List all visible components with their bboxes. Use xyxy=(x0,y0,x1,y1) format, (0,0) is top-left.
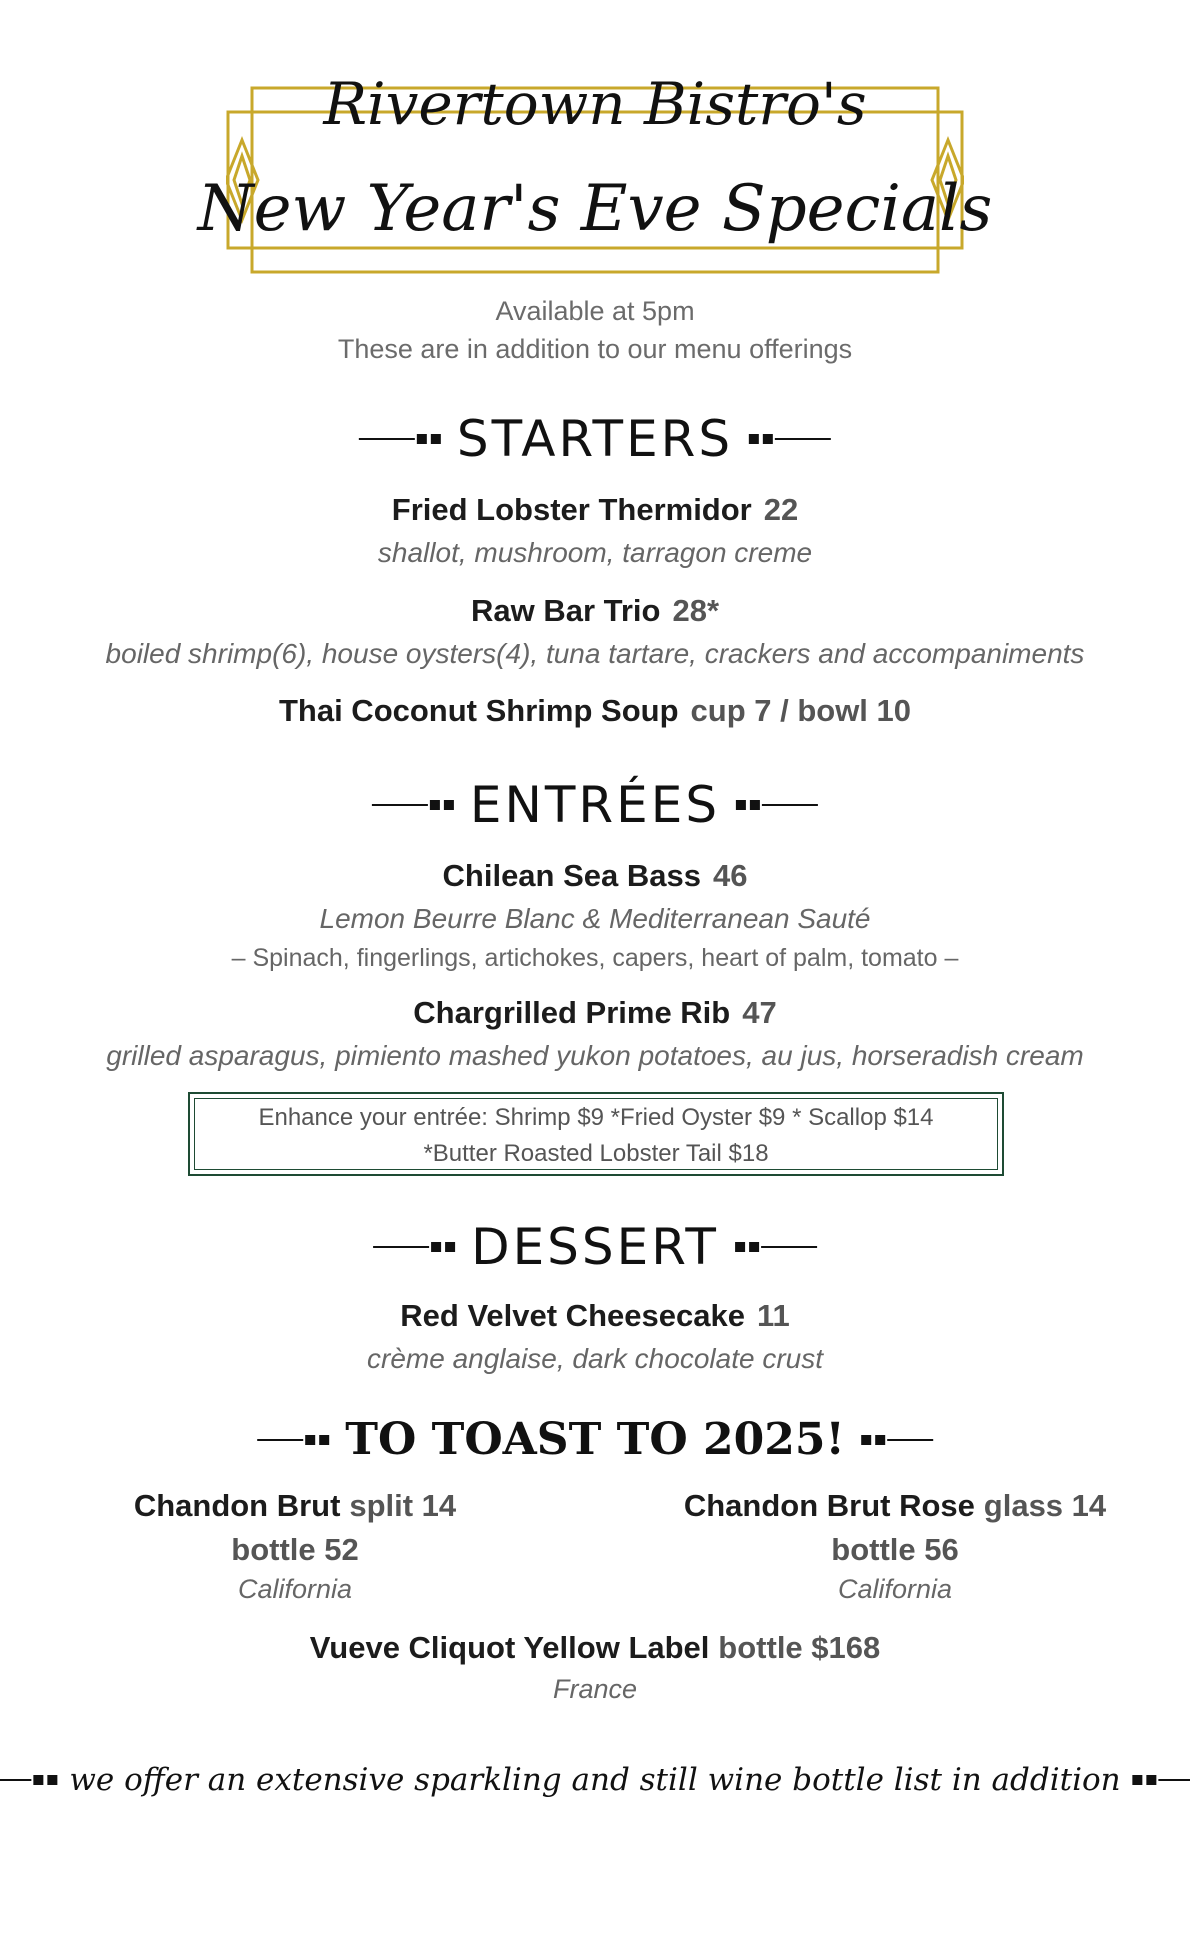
item-price: 22 xyxy=(763,492,799,527)
item-price: cup 7 / bowl 10 xyxy=(690,693,912,728)
item-price: 11 xyxy=(756,1298,790,1333)
item-description: Lemon Beurre Blanc & Mediterranean Sauté xyxy=(319,903,871,934)
wine-bottle-price: bottle 52 xyxy=(231,1532,359,1567)
menu-item xyxy=(0,995,1190,1031)
footer-note xyxy=(0,1762,1190,1812)
item-description: boiled shrimp(6), house oysters(4), tuna tartare, crackers and accompaniments xyxy=(105,638,1085,669)
wine-bottle-price: bottle 56 xyxy=(831,1532,959,1567)
enhance-line-1: Enhance your entrée: Shrimp $9 *Fried Oyster $9 * Scallop $14 xyxy=(258,1104,934,1131)
wine-price: split 14 xyxy=(349,1488,457,1523)
section-heading-toast xyxy=(0,1414,1190,1474)
title-line-2: New Year's Eve Specials xyxy=(197,172,993,246)
section-heading-starters xyxy=(0,410,1190,470)
menu-item xyxy=(0,593,1190,629)
item-name: Raw Bar Trio xyxy=(470,593,661,628)
item-sub-description: – Spinach, fingerlings, artichokes, capers, heart of palm, tomato – xyxy=(231,944,959,972)
section-heading-entrees xyxy=(0,776,1190,836)
item-name: Chilean Sea Bass xyxy=(442,858,701,893)
wine-item xyxy=(60,1488,530,1605)
footer-text: we offer an extensive sparkling and still wine bottle list in addition xyxy=(69,1762,1121,1798)
item-name: Fried Lobster Thermidor xyxy=(391,492,752,527)
menu-item xyxy=(0,693,1190,729)
wine-origin: France xyxy=(552,1674,638,1704)
item-name: Thai Coconut Shrimp Soup xyxy=(278,693,679,728)
title-line-1: Rivertown Bistro's xyxy=(323,70,867,138)
toast-heading: TO TOAST TO 2025! xyxy=(345,1414,845,1465)
menu-item xyxy=(0,492,1190,528)
wine-origin: California xyxy=(837,1574,953,1604)
wine-item xyxy=(660,1488,1130,1605)
wine-price: glass 14 xyxy=(983,1488,1107,1523)
item-description: grilled asparagus, pimiento mashed yukon potatoes, au jus, horseradish cream xyxy=(106,1040,1084,1071)
availability-text: Available at 5pm xyxy=(495,296,695,326)
enhance-entree-box xyxy=(188,1092,1004,1176)
item-price: 47 xyxy=(742,995,777,1030)
dessert-heading: DESSERT xyxy=(471,1218,719,1276)
starters-heading: STARTERS xyxy=(456,410,734,468)
item-description: shallot, mushroom, tarragon creme xyxy=(377,537,813,568)
item-price: 46 xyxy=(712,858,748,893)
wine-name: Chandon Brut xyxy=(133,1488,341,1523)
item-price: 28* xyxy=(672,593,720,628)
wine-item xyxy=(0,1630,1190,1705)
item-name: Red Velvet Cheesecake xyxy=(400,1298,745,1333)
item-description: crème anglaise, dark chocolate crust xyxy=(367,1343,823,1374)
section-heading-dessert xyxy=(0,1218,1190,1278)
wine-name: Chandon Brut Rose xyxy=(683,1488,975,1523)
wine-price: bottle $168 xyxy=(718,1630,881,1665)
wine-name: Vueve Cliquot Yellow Label xyxy=(309,1630,710,1665)
entrees-heading: ENTRÉES xyxy=(469,776,721,834)
item-name: Chargrilled Prime Rib xyxy=(413,995,731,1030)
menu-note: These are in addition to our menu offerings xyxy=(337,334,853,364)
enhance-line-2: *Butter Roasted Lobster Tail $18 xyxy=(423,1140,769,1167)
menu-item xyxy=(0,858,1190,894)
wine-origin: California xyxy=(237,1574,353,1604)
menu-item xyxy=(0,1298,1190,1334)
